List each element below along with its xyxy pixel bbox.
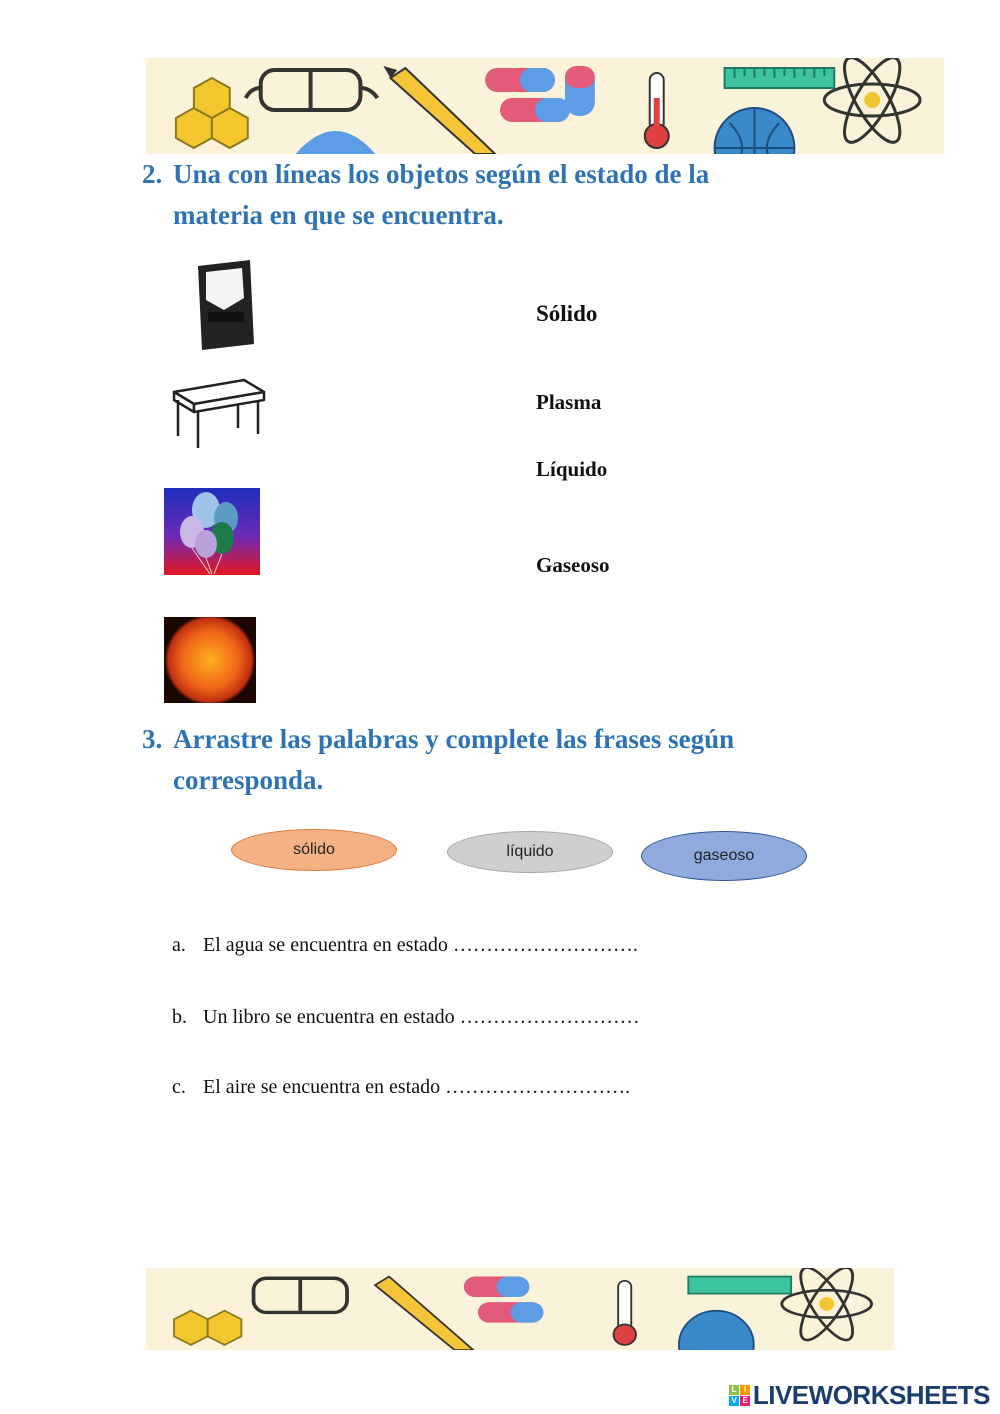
badge-l: L (729, 1385, 739, 1395)
state-label-gaseoso: Gaseoso (536, 553, 610, 577)
question-2-title (142, 154, 709, 236)
question-3-title (142, 719, 734, 801)
capsule-icon (485, 66, 595, 122)
lens-icon (296, 131, 376, 154)
science-banner-bottom (146, 1268, 894, 1350)
globe-icon (679, 1311, 754, 1350)
ruler-icon (688, 1277, 791, 1294)
liveworksheets-wordmark: LIVEWORKSHEETS (752, 1380, 990, 1410)
drag-chip-liquido[interactable]: líquido (447, 831, 613, 873)
pencil-icon (375, 1277, 473, 1350)
state-label-plasma: Plasma (536, 390, 602, 414)
liveworksheets-badge-icon (729, 1385, 750, 1406)
sentence-a-text[interactable]: El agua se encuentra en estado ………………………. (203, 934, 638, 956)
question-3-line2: corresponda. (173, 765, 324, 795)
liveworksheets-logo (729, 1380, 990, 1411)
ruler-icon (725, 68, 835, 88)
goggles-icon (246, 70, 378, 110)
hexagon-icon (176, 78, 248, 148)
badge-v: V (729, 1396, 739, 1406)
milk-carton-image (194, 258, 256, 352)
thermometer-icon (614, 1281, 636, 1345)
question-3-line1: Arrastre las palabras y complete las frases según (173, 724, 735, 754)
sentence-c-label: c. (172, 1076, 186, 1098)
sentence-b-text[interactable]: Un libro se encuentra en estado ……………………… (203, 1006, 640, 1028)
question-3-number: 3. (142, 724, 163, 754)
thermometer-icon (645, 73, 669, 148)
sentence-c (172, 1076, 630, 1099)
state-label-liquido: Líquido (536, 457, 608, 481)
badge-i: I (740, 1385, 750, 1395)
atom-icon (782, 1268, 872, 1346)
hexagon-icon (174, 1311, 241, 1345)
badge-e: E (740, 1396, 750, 1406)
science-banner-top (146, 58, 944, 154)
sun-image (164, 617, 256, 703)
state-label-solido: Sólido (536, 301, 598, 326)
goggles-icon (254, 1278, 348, 1312)
globe-icon (715, 108, 795, 154)
sentence-c-text[interactable]: El aire se encuentra en estado ………………………. (203, 1076, 631, 1098)
sentence-a (172, 934, 638, 957)
capsule-icon (464, 1277, 543, 1323)
sentence-a-label: a. (172, 934, 186, 956)
drag-chip-solido[interactable]: sólido (231, 829, 397, 871)
pencil-icon (383, 66, 495, 154)
balloons-image (164, 488, 260, 575)
atom-icon (824, 58, 920, 150)
question-2-line2: materia en que se encuentra. (173, 200, 504, 230)
question-2-line1: Una con líneas los objetos según el estado de la (173, 159, 710, 189)
question-2-number: 2. (142, 159, 163, 189)
sentence-b-label: b. (172, 1006, 187, 1028)
table-image (168, 376, 266, 450)
drag-chip-gaseoso[interactable]: gaseoso (641, 831, 807, 881)
sentence-b (172, 1006, 640, 1029)
